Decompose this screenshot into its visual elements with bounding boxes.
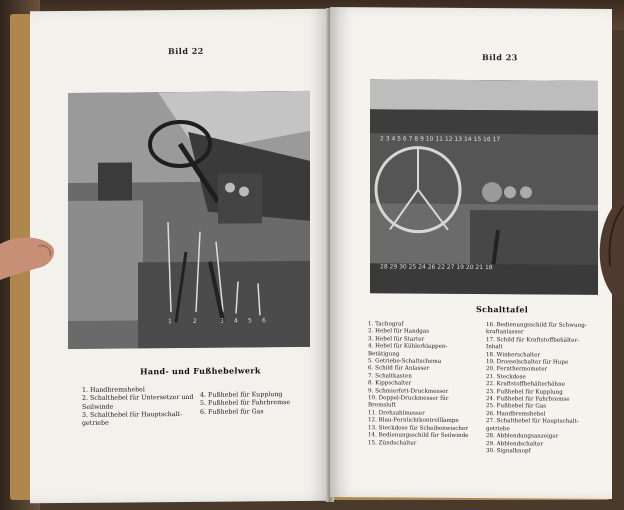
legend-item: 5. Getriebe-Schaltschema [368, 358, 442, 365]
legend-item: 10. Doppel-Druckmesser für [368, 395, 449, 402]
left-figure-label: Bild 22 [168, 45, 204, 57]
legend-item: 1. Tachograf [368, 321, 404, 328]
right-hand-thumb [596, 196, 624, 306]
callout-5: 5 [248, 317, 252, 325]
legend-item: Inhalt [486, 344, 503, 351]
legend-item: kraftanlasser [486, 329, 524, 336]
legend-item: 2. Hebel für Handgas [368, 328, 430, 336]
callout-2: 2 [193, 317, 197, 325]
legend-item: 3. Schalthebel für Hauptschalt- [82, 410, 183, 419]
cockpit-photo-illustration [68, 91, 310, 349]
legend-item: 12. Blau-Fernlichtkontrolllampe [368, 417, 459, 425]
right-photo-dashboard [370, 79, 598, 295]
legend-item: 24. Fußhebel für Fahrbremse [486, 396, 570, 403]
legend-item: 3. Hebel für Starter [368, 336, 425, 343]
legend-item: 16. Bedienungsschild für Schwung- [486, 322, 587, 329]
legend-item: 7. Schaltkasten [368, 373, 412, 380]
right-caption-title: Schalttafel [476, 304, 529, 315]
legend-item: 8. Kippschalter [368, 380, 412, 387]
left-legend-col2 [200, 391, 290, 417]
legend-item: 30. Signalknopf [486, 448, 531, 455]
callout-3: 3 [220, 317, 224, 325]
callout-6: 6 [262, 317, 266, 325]
right-figure-label: Bild 23 [482, 52, 518, 63]
legend-item: 6. Fußhebel für Gas [200, 407, 264, 416]
dashboard-bottom-numbers: 28 29 30 25 24 26 22 27 19 20 21 18 [380, 263, 493, 272]
right-page [330, 7, 612, 499]
legend-item: 4. Hebel für Kühlerklappen- [368, 343, 448, 351]
legend-item: 14. Bedienungsschild für Seilwinde [368, 432, 469, 440]
legend-item: 18. Winkerschalter [486, 351, 541, 359]
right-legend-col1 [368, 321, 469, 448]
legend-item: 22. Kraftstoffbehälterhähne [486, 381, 565, 388]
left-caption-title: Hand- und Fußhebelwerk [140, 365, 261, 377]
legend-item: 21. Steckdose [486, 373, 526, 381]
legend-item: 27. Schalthebel für Hauptschalt- [486, 418, 579, 426]
legend-item: 11. Drehzahlmesser [368, 410, 425, 417]
callout-1: 1 [168, 318, 172, 326]
right-legend-col2 [486, 322, 587, 456]
left-photo-cockpit [68, 91, 310, 349]
legend-item: 19. Drosselschalter für Hupe [486, 359, 569, 366]
legend-item: Bremsluft [368, 402, 396, 409]
legend-item: 6. Schild für Anlasser [368, 365, 430, 373]
legend-item: 17. Schild für Kraftstoffbehälter- [486, 336, 580, 344]
left-hand-thumb [0, 232, 60, 302]
legend-item: 20. Fernthermometer [486, 366, 548, 373]
legend-item: 15. Zündschalter [368, 439, 417, 447]
legend-item: Betätigung [368, 350, 400, 358]
legend-item: 23. Fußhebel für Kupplung [486, 388, 563, 396]
legend-item: 1. Handbremshebel [82, 386, 145, 394]
legend-item: 25. Fußhebel für Gas [486, 403, 547, 410]
legend-item: 4. Fußhebel für Kupplung [200, 391, 283, 399]
legend-item: getriebe [486, 425, 510, 432]
left-legend-col1 [82, 386, 193, 428]
legend-item: 13. Steckdose für Scheibenwischer [368, 424, 468, 432]
left-page [30, 9, 330, 504]
callout-4: 4 [234, 317, 238, 325]
legend-item: 29. Abblendschalter [486, 440, 544, 448]
legend-item: Seilwinde [82, 403, 114, 411]
legend-item: 9. Schmierfett-Druckmesser [368, 387, 449, 395]
legend-item: 2. Schalthebel für Untersetzer und [82, 394, 194, 403]
dashboard-top-numbers: 2 3 4 5 6 7 8 9 10 11 12 13 14 15 16 17 [380, 135, 501, 144]
legend-item: 26. Handbremshebel [486, 410, 546, 418]
legend-item: getriebe [82, 419, 109, 428]
legend-item: 28. Abblendungsanzeiger [486, 433, 559, 440]
legend-item: 5. Fußhebel für Fahrbremse [200, 399, 291, 408]
